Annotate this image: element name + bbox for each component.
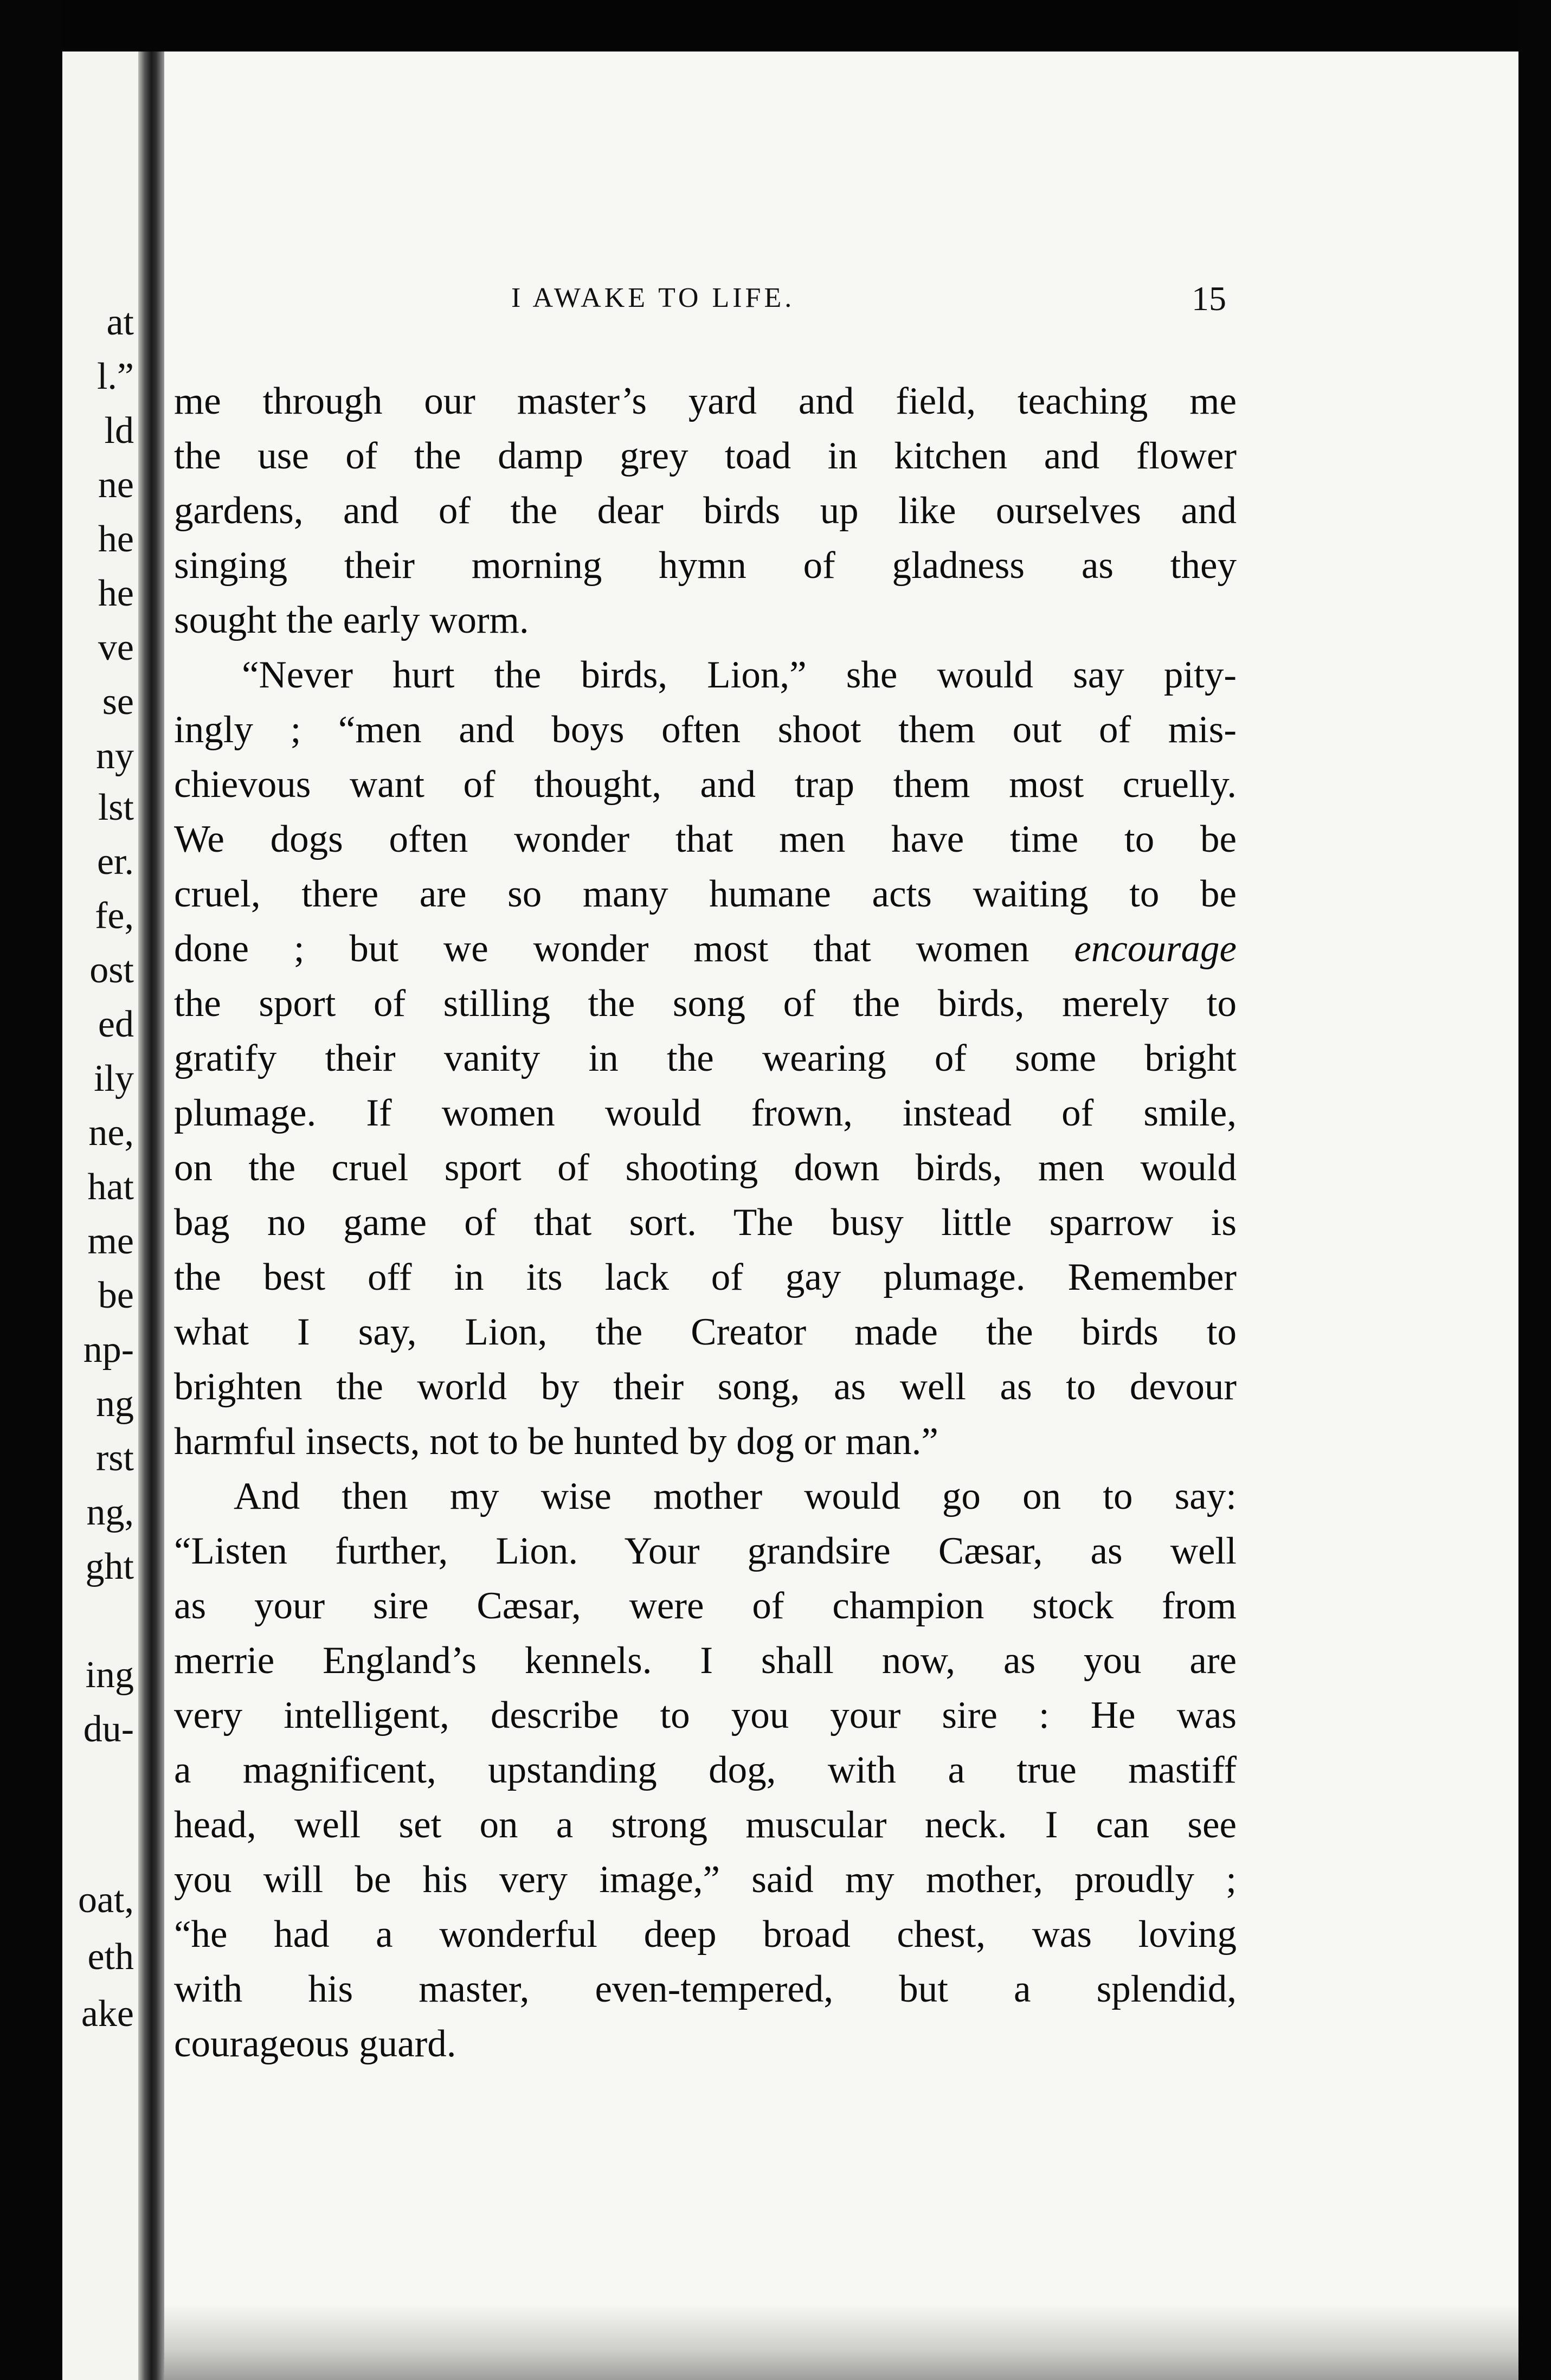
text-line: “Listen further, Lion. Your grandsire Cæsar, as well [174,1530,1237,1572]
text-line: sought the early worm. [174,599,529,641]
facing-page-fragment: se [102,681,134,723]
text-line: harmful insects, not to be hunted by dog or man.” [174,1420,938,1463]
facing-page-fragment: ne, [88,1112,134,1154]
facing-page-fragment: ing [85,1654,134,1696]
text-line: bag no game of that sort. The busy little sparrow is [174,1201,1237,1244]
running-title: I AWAKE TO LIFE. [511,282,795,313]
facing-page-fragment: ake [81,1993,134,2035]
scan-border-right [1518,0,1551,2380]
facing-page-fragment: ght [85,1546,134,1587]
facing-page-fragment: ve [98,627,134,668]
text-line: “he had a wonderful deep broad chest, was loving [174,1913,1237,1956]
facing-page-fragment: at [106,301,134,343]
text-line: on the cruel sport of shooting down birds, men would [174,1147,1237,1189]
text-line: the best off in its lack of gay plumage. Remember [174,1256,1237,1298]
scan-border-left [0,0,62,2380]
facing-page-fragment: be [98,1275,134,1316]
facing-page-fragment: er. [96,841,134,883]
facing-page-fragment: oat, [78,1879,134,1921]
running-head [164,279,1518,325]
text-line: chievous want of thought, and trap them most cruelly. [174,763,1237,806]
facing-page-fragment: ng [96,1383,134,1425]
facing-page-fragment: ny [96,735,134,777]
text-line: cruel, there are so many humane acts waiting to be [174,873,1237,915]
scan-smudge [164,2304,1518,2380]
text-line: as your sire Cæsar, were of champion stock from [174,1585,1237,1627]
facing-page-fragment: ne [98,464,134,506]
facing-page-fragment: l.” [96,356,134,397]
text-line: gardens, and of the dear birds up like ourselves and [174,490,1237,532]
text-line: gratify their vanity in the wearing of some bright [174,1037,1237,1079]
text-line: a magnificent, upstanding dog, with a true mastiff [174,1749,1237,1791]
facing-page-fragment: he [98,573,134,614]
scan-border-top [0,0,1551,52]
text-line: brighten the world by their song, as well as to devour [174,1366,1237,1408]
facing-page-fragment: ed [98,1004,134,1045]
facing-page-fragment: eth [87,1936,134,1978]
page-number: 15 [1192,279,1226,318]
text-line: me through our master’s yard and field, teaching me [174,380,1237,422]
facing-page-fragment: me [87,1220,134,1262]
text-line: head, well set on a strong muscular neck. I can see [174,1804,1237,1846]
text-line: you will be his very image,” said my mother, proudly ; [174,1858,1237,1901]
text-line: the sport of stilling the song of the birds, merely to [174,982,1237,1025]
text-line: done ; but we wonder most that women encourage [174,928,1237,970]
facing-page-edge [62,52,138,2380]
facing-page-fragment: lst [98,787,134,828]
facing-page-fragment: np- [83,1329,134,1371]
text-line: courageous guard. [174,2023,456,2065]
facing-page-fragment: ld [104,410,134,452]
text-line: plumage. If women would frown, instead of smile, [174,1092,1237,1134]
facing-page-fragment: he [98,518,134,560]
text-line: merrie England’s kennels. I shall now, as you are [174,1639,1237,1682]
text-line: with his master, even-tempered, but a splendid, [174,1968,1237,2010]
text-line: We dogs often wonder that men have time to be [174,818,1237,860]
facing-page-fragment: ily [94,1058,134,1099]
facing-page-fragment: rst [96,1437,134,1479]
text-line: And then my wise mother would go on to say: [234,1475,1237,1517]
facing-page-fragment: fe, [95,895,134,937]
facing-page-fragment: ng, [86,1491,134,1533]
text-line: what I say, Lion, the Creator made the birds to [174,1311,1237,1353]
text-line: the use of the damp grey toad in kitchen and flower [174,435,1237,477]
text-line: ingly ; “men and boys often shoot them out of mis- [174,709,1237,751]
text-line: “Never hurt the birds, Lion,” she would say pity- [242,654,1237,696]
text-line: singing their morning hymn of gladness as they [174,544,1237,587]
facing-page-fragment: du- [83,1708,134,1750]
text-line: very intelligent, describe to you your sire : He was [174,1694,1237,1736]
book-gutter [138,52,164,2380]
facing-page-fragment: ost [89,949,134,991]
book-page [164,52,1518,2380]
facing-page-fragment: hat [87,1166,134,1208]
